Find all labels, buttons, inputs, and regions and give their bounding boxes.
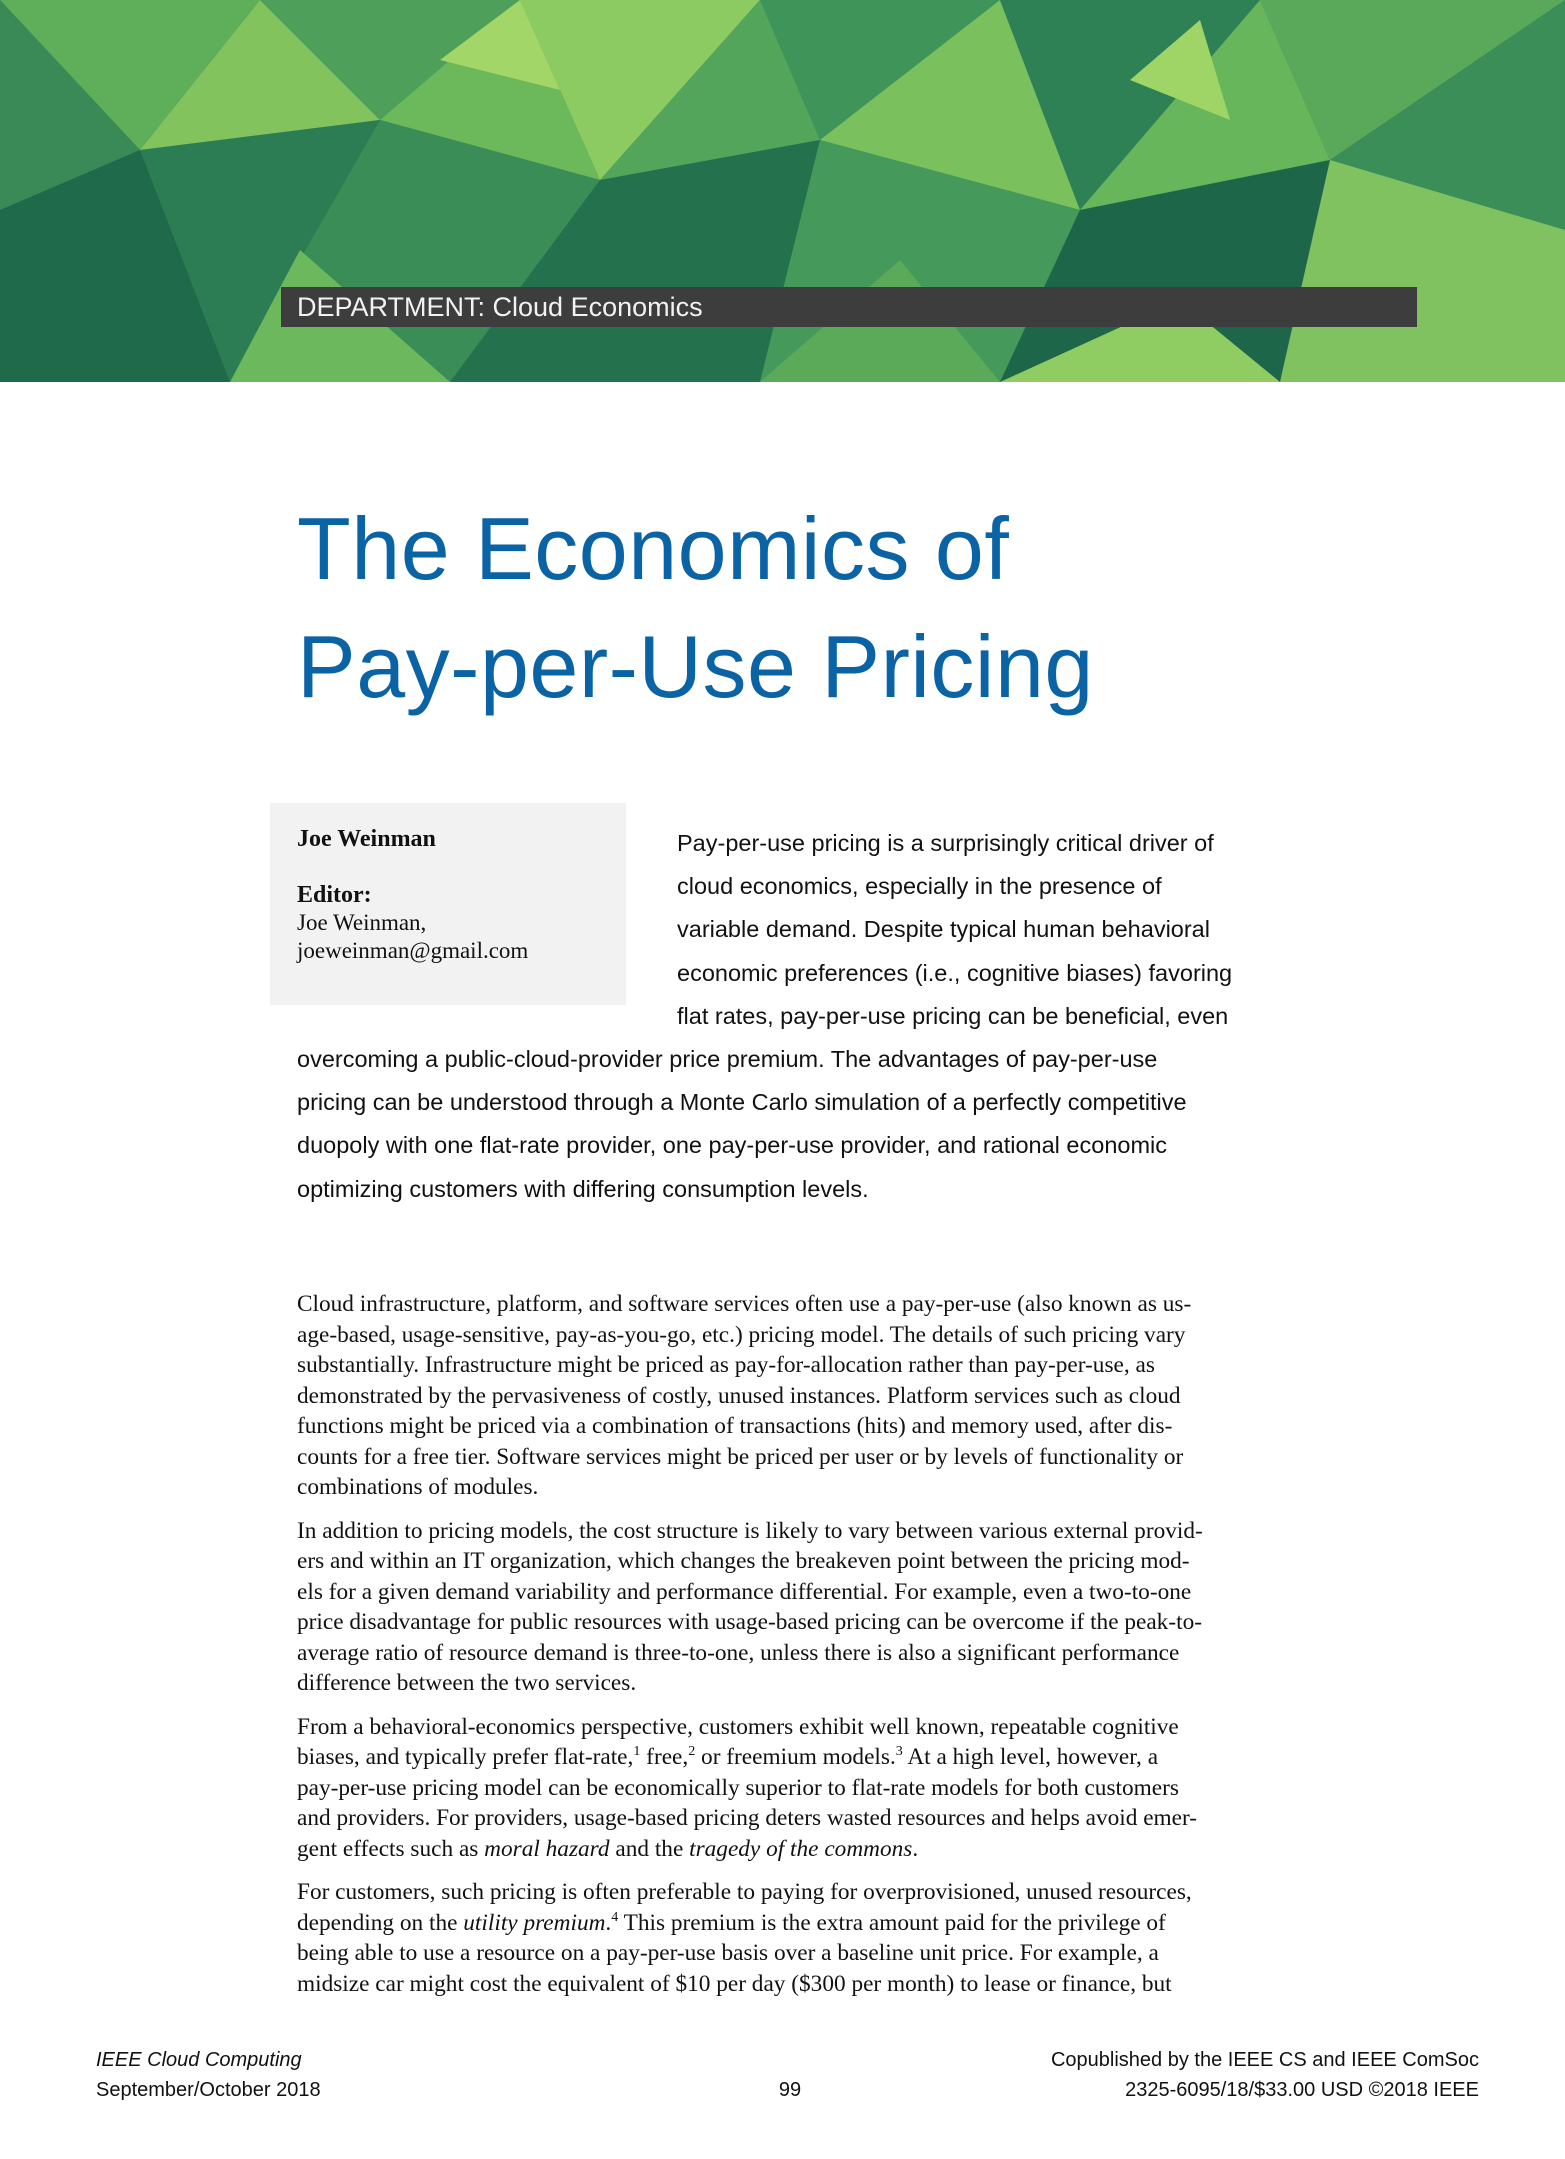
body-text: and the xyxy=(609,1835,690,1862)
abstract-line: Pay-per-use pricing is a surprisingly critical driver of xyxy=(677,830,1214,856)
body-line: Cloud infrastructure, platform, and software services often use a pay-per-use (also known as us- xyxy=(297,1291,1192,1317)
body-line: ers and within an IT organization, which changes the breakeven point between the pricing mod- xyxy=(297,1548,1190,1574)
footer-left xyxy=(96,2045,321,2105)
body-line: From a behavioral-economics perspective, customers exhibit well known, repeatable cognitive xyxy=(297,1713,1179,1740)
title-line: The Economics of xyxy=(297,499,1010,598)
body-text: biases, and typically prefer flat-rate, xyxy=(297,1744,634,1770)
body-text: depending on the xyxy=(297,1909,464,1936)
body-text: . xyxy=(912,1835,919,1862)
abstract-line: flat rates, pay-per-use pricing can be beneficial, even xyxy=(677,1002,1229,1029)
footnote-ref[interactable]: 2 xyxy=(688,1744,696,1759)
paragraph-2 xyxy=(297,1516,1297,1699)
body-line: age-based, usage-sensitive, pay-as-you-go, etc.) pricing model. The details of such pricing vary xyxy=(297,1321,1186,1348)
abstract-line: overcoming a public-cloud-provider price premium. The advantages of pay-per-use xyxy=(297,1046,1158,1073)
body-text: This premium is the extra amount paid for the privilege of xyxy=(618,1909,1166,1936)
body-line: For customers, such pricing is often preferable to paying for overprovisioned, unused resources, xyxy=(297,1879,1192,1905)
body-line xyxy=(297,1908,1297,1939)
body-line: and providers. For providers, usage-based pricing deters wasted resources and helps avoid emer- xyxy=(297,1805,1198,1831)
body-line: els for a given demand variability and performance differential. For example, even a two-to-one xyxy=(297,1578,1192,1605)
abstract-line: cloud economics, especially in the presence of xyxy=(677,873,1162,900)
article-title xyxy=(297,490,1094,726)
footer-right xyxy=(1051,2045,1479,2105)
footnote-ref[interactable]: 4 xyxy=(611,1909,619,1925)
department-label: DEPARTMENT: Cloud Economics xyxy=(281,287,1417,327)
body-line: pay-per-use pricing model can be economically superior to flat-rate models for both customers xyxy=(297,1774,1179,1801)
editor-name: Joe Weinman, xyxy=(297,910,427,935)
copyright-note: 2325-6095/18/$33.00 USD ©2018 IEEE xyxy=(1125,2079,1479,2101)
author-name: Joe Weinman xyxy=(297,826,436,852)
abstract-line: duopoly with one flat-rate provider, one pay-per-use provider, and rational economic xyxy=(297,1132,1168,1159)
abstract-line: variable demand. Despite typical human behavioral xyxy=(677,916,1210,943)
abstract xyxy=(297,822,1297,1211)
paragraph-4 xyxy=(297,1877,1297,1999)
editor-email[interactable]: joeweinman@gmail.com xyxy=(297,938,529,963)
italic-term: tragedy of the commons xyxy=(689,1835,913,1862)
paragraph-3 xyxy=(297,1712,1297,1865)
body-line: average ratio of resource demand is three-to-one, unless there is also a significant performance xyxy=(297,1639,1180,1666)
footnote-ref[interactable]: 1 xyxy=(633,1744,641,1759)
italic-term: moral hazard xyxy=(484,1835,610,1862)
body-line xyxy=(297,1742,1297,1773)
header-banner xyxy=(0,0,1565,382)
abstract-line: optimizing customers with differing consumption levels. xyxy=(297,1175,869,1202)
body-text: gent effects such as xyxy=(297,1835,485,1862)
title-line: Pay-per-Use Pricing xyxy=(297,617,1094,716)
publisher-note: Copublished by the IEEE CS and IEEE ComSoc xyxy=(1050,2049,1479,2071)
body-line: midsize car might cost the equivalent of $10 per day ($300 per month) to lease or finance, but xyxy=(297,1970,1172,1997)
body-line: combinations of modules. xyxy=(297,1474,539,1500)
issue-date: September/October 2018 xyxy=(96,2079,321,2101)
body-line: counts for a free tier. Software services might be priced per user or by levels of functionality or xyxy=(297,1443,1184,1470)
body-line: demonstrated by the pervasiveness of costly, unused instances. Platform services such as cloud xyxy=(297,1382,1181,1409)
body-line: being able to use a resource on a pay-per-use basis over a baseline unit price. For example, a xyxy=(297,1940,1159,1966)
body-line: difference between the two services. xyxy=(297,1670,637,1696)
body-line: price disadvantage for public resources with usage-based pricing can be overcome if the peak-to- xyxy=(297,1609,1202,1635)
abstract-line: pricing can be understood through a Monte Carlo simulation of a perfectly competitive xyxy=(297,1089,1187,1116)
body-text: free, xyxy=(640,1744,689,1770)
body-line: In addition to pricing models, the cost structure is likely to vary between various external provid- xyxy=(297,1517,1203,1544)
article-body xyxy=(297,1289,1297,2012)
italic-term: utility premium xyxy=(463,1909,606,1936)
paragraph-1 xyxy=(297,1289,1297,1503)
footnote-ref[interactable]: 3 xyxy=(895,1744,903,1759)
page-number: 99 xyxy=(778,2079,802,2101)
body-text: At a high level, however, a xyxy=(902,1744,1159,1770)
body-line xyxy=(297,1834,1297,1865)
body-line: functions might be priced via a combination of transactions (hits) and memory used, after dis- xyxy=(297,1413,1173,1439)
editor-label: Editor: xyxy=(297,882,372,908)
journal-name: IEEE Cloud Computing xyxy=(96,2049,302,2071)
body-text: or freemium models. xyxy=(695,1744,896,1770)
body-text: . xyxy=(605,1909,612,1936)
abstract-line: economic preferences (i.e., cognitive biases) favoring xyxy=(677,959,1233,986)
body-line: substantially. Infrastructure might be priced as pay-for-allocation rather than pay-per-use, as xyxy=(297,1352,1155,1378)
